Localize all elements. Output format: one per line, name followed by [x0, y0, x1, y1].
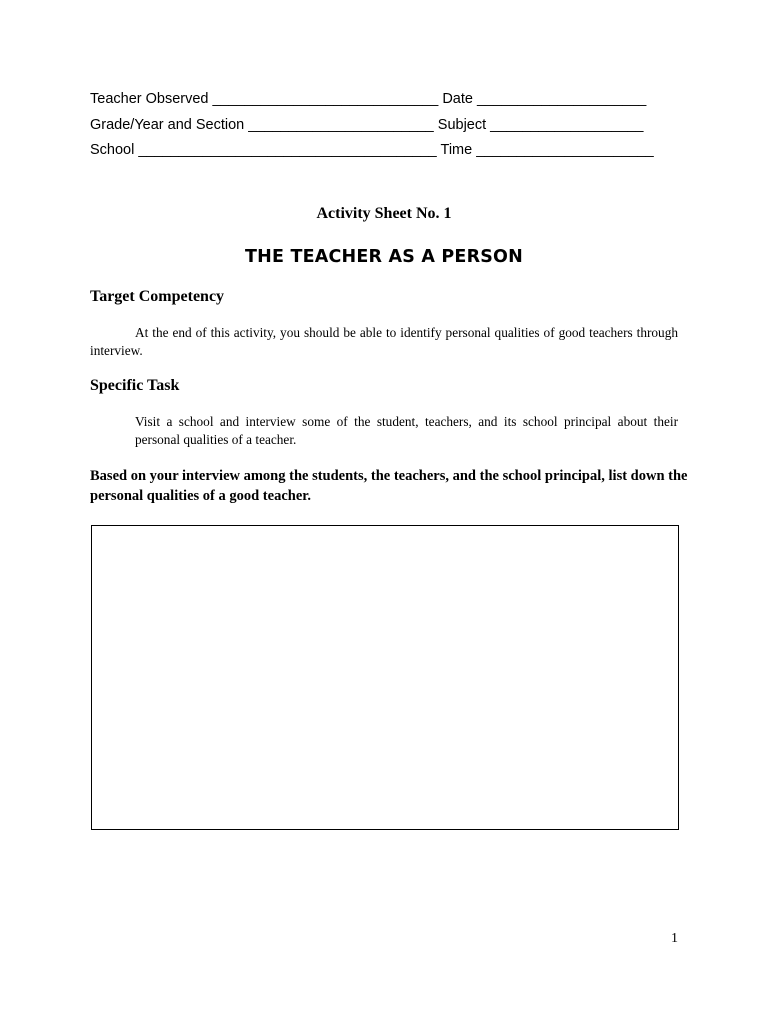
activity-sheet-number: Activity Sheet No. 1	[316, 205, 452, 222]
specific-task-heading: Specific Task	[90, 377, 180, 394]
instruction-text: Based on your interview among the students, the teachers, and the school principal, list down the personal qualities of a good teacher.	[90, 468, 688, 504]
header-line-school-time: School _____________________________________ Time ______________________	[90, 142, 654, 158]
page-title: THE TEACHER AS A PERSON	[245, 247, 523, 267]
specific-task-text: Visit a school and interview some of the student, teachers, and its school principal about their personal qualities of a teacher.	[135, 414, 678, 447]
answer-box[interactable]	[91, 525, 679, 830]
page-number: 1	[671, 931, 678, 946]
target-competency-heading: Target Competency	[90, 288, 225, 305]
header-line-grade-subject: Grade/Year and Section _______________________ Subject ___________________	[90, 117, 644, 133]
target-competency-text: At the end of this activity, you should be able to identify personal qualities of good teachers through interview.	[90, 325, 678, 358]
header-line-teacher-date: Teacher Observed ____________________________ Date _____________________	[90, 91, 647, 107]
